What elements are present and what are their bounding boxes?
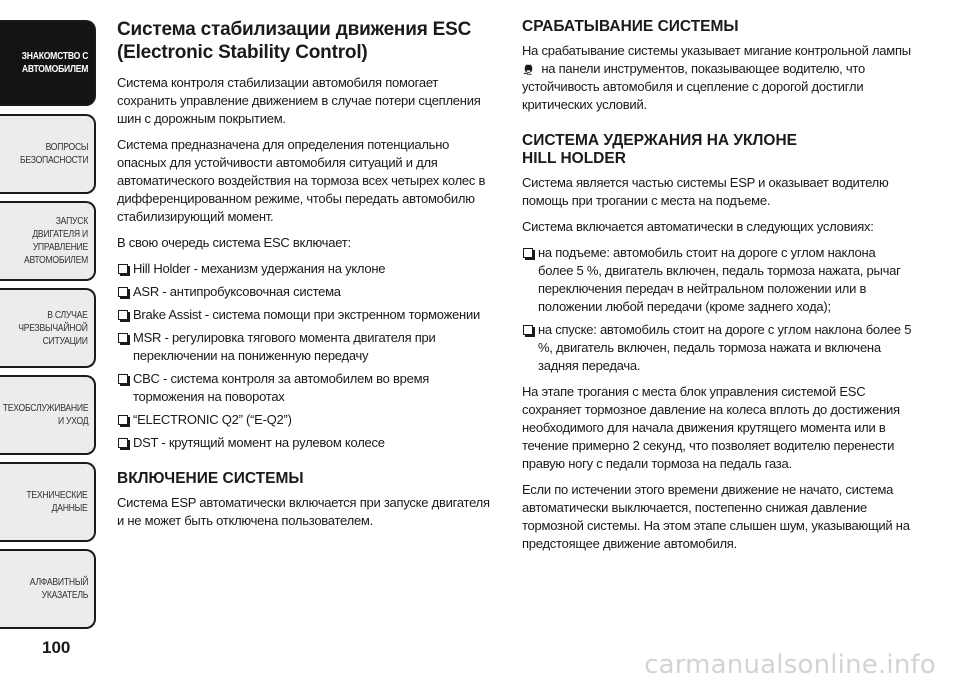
paragraph: Система предназначена для определения потенциально опасных для устойчивости автомобиля ситуаций и для автоматического воздействия на тормоза всех четырех колес в дифференцированном режиме, чтобы передать автомобилю стабилизирующий момент. [117,137,486,224]
tab-technical-data[interactable] [0,462,96,542]
tab-index[interactable] [0,549,96,629]
paragraph: Система включается автоматически в следующих условиях: [522,219,874,234]
section-title: Система стабилизации движения ESC (Electronic Stability Control) [117,19,472,63]
paragraph: В свою очередь система ESC включает: [117,235,351,250]
tab-label: АЛФАВИТНЫЙ УКАЗАТЕЛЬ [29,576,88,601]
tab-label: ЗНАКОМСТВО С АВТОМОБИЛЕМ [21,50,89,75]
subheading-hill-holder: СИСТЕМА УДЕРЖАНИЯ НА УКЛОНЕ HILL HOLDER [522,132,797,167]
paragraph [522,42,912,114]
right-column [522,18,912,561]
tab-label: ВОПРОСЫ БЕЗОПАСНОСТИ [19,141,88,166]
paragraph: Система является частью системы ESP и оказывает водителю помощь при трогании с места на подъеме. [522,175,889,208]
list-item: MSR - регулировка тягового момента двигателя при переключении на пониженную передачу [117,329,497,365]
esc-components-list [117,260,497,452]
left-column [117,18,497,538]
tab-engine-start-driving[interactable] [0,201,96,281]
subheading-enable: ВКЛЮЧЕНИЕ СИСТЕМЫ [117,470,304,487]
list-item: на подъеме: автомобиль стоит на дороге с углом наклона более 5 %, двигатель включен, педаль тормоза нажата, рычаг переключения передач в нейтральном положении или в положении любой передачи (кроме заднего хода); [522,244,912,316]
esc-skid-car-icon [522,62,535,75]
tab-label: ТЕХНИЧЕСКИЕ ДАННЫЕ [26,489,88,514]
list-item: “ELECTRONIC Q2” (“E-Q2”) [117,411,497,429]
page-number: 100 [42,638,71,657]
paragraph: Если по истечении этого времени движение не начато, система автоматически выключается, постепенно снижая давление тормозной системы. На этом этапе слышен шум, указывающий на предстоящее движение автомобиля. [522,482,910,551]
tab-label: В СЛУЧАЕ ЧРЕЗВЫЧАЙНОЙ СИТУАЦИИ [18,308,88,347]
tab-vehicle-intro[interactable] [0,20,96,106]
list-item: Brake Assist - система помощи при экстренном торможении [117,306,497,324]
list-item: на спуске: автомобиль стоит на дороге с углом наклона более 5 %, двигатель включен, педаль тормоза нажата и включена задняя передача. [522,321,912,375]
list-item: DST - крутящий момент на рулевом колесе [117,434,497,452]
tab-emergency[interactable] [0,288,96,368]
list-item: Hill Holder - механизм удержания на уклоне [117,260,497,278]
watermark: carmanualsonline.info [644,650,936,680]
tab-maintenance[interactable] [0,375,96,455]
paragraph: Система контроля стабилизации автомобиля помогает сохранить управление движением в случае потери сцепления шин с дорожным покрытием. [117,75,481,126]
paragraph: Система ESP автоматически включается при запуске двигателя и не может быть отключена пользователем. [117,495,490,528]
tab-label: ЗАПУСК ДВИГАТЕЛЯ И УПРАВЛЕНИЕ АВТОМОБИЛЕМ [23,215,88,266]
list-item: CBC - система контроля за автомобилем во время торможения на поворотах [117,370,497,406]
chapter-sidebar [0,0,100,686]
hill-holder-conditions-list [522,244,912,375]
paragraph-text: на панели инструментов, показывающее водителю, что устойчивость автомобиля и сцепление с дорогой достигли критических условий. [522,61,865,112]
subheading-trigger: СРАБАТЫВАНИЕ СИСТЕМЫ [522,18,739,35]
tab-safety[interactable] [0,114,96,194]
paragraph-text: На срабатывание системы указывает мигание контрольной лампы [522,43,911,58]
tab-label: ТЕХОБСЛУЖИВАНИЕ И УХОД [2,402,88,427]
paragraph: На этапе трогания с места блок управления системой ESC сохраняет тормозное давление на колеса вплоть до достижения необходимого для начала движения крутящего момента или в течение примерно 2 секунд, что позволяет водителю перенести правую ногу с педали тормоза на педаль газа. [522,384,900,471]
list-item: ASR - антипробуксовочная система [117,283,497,301]
